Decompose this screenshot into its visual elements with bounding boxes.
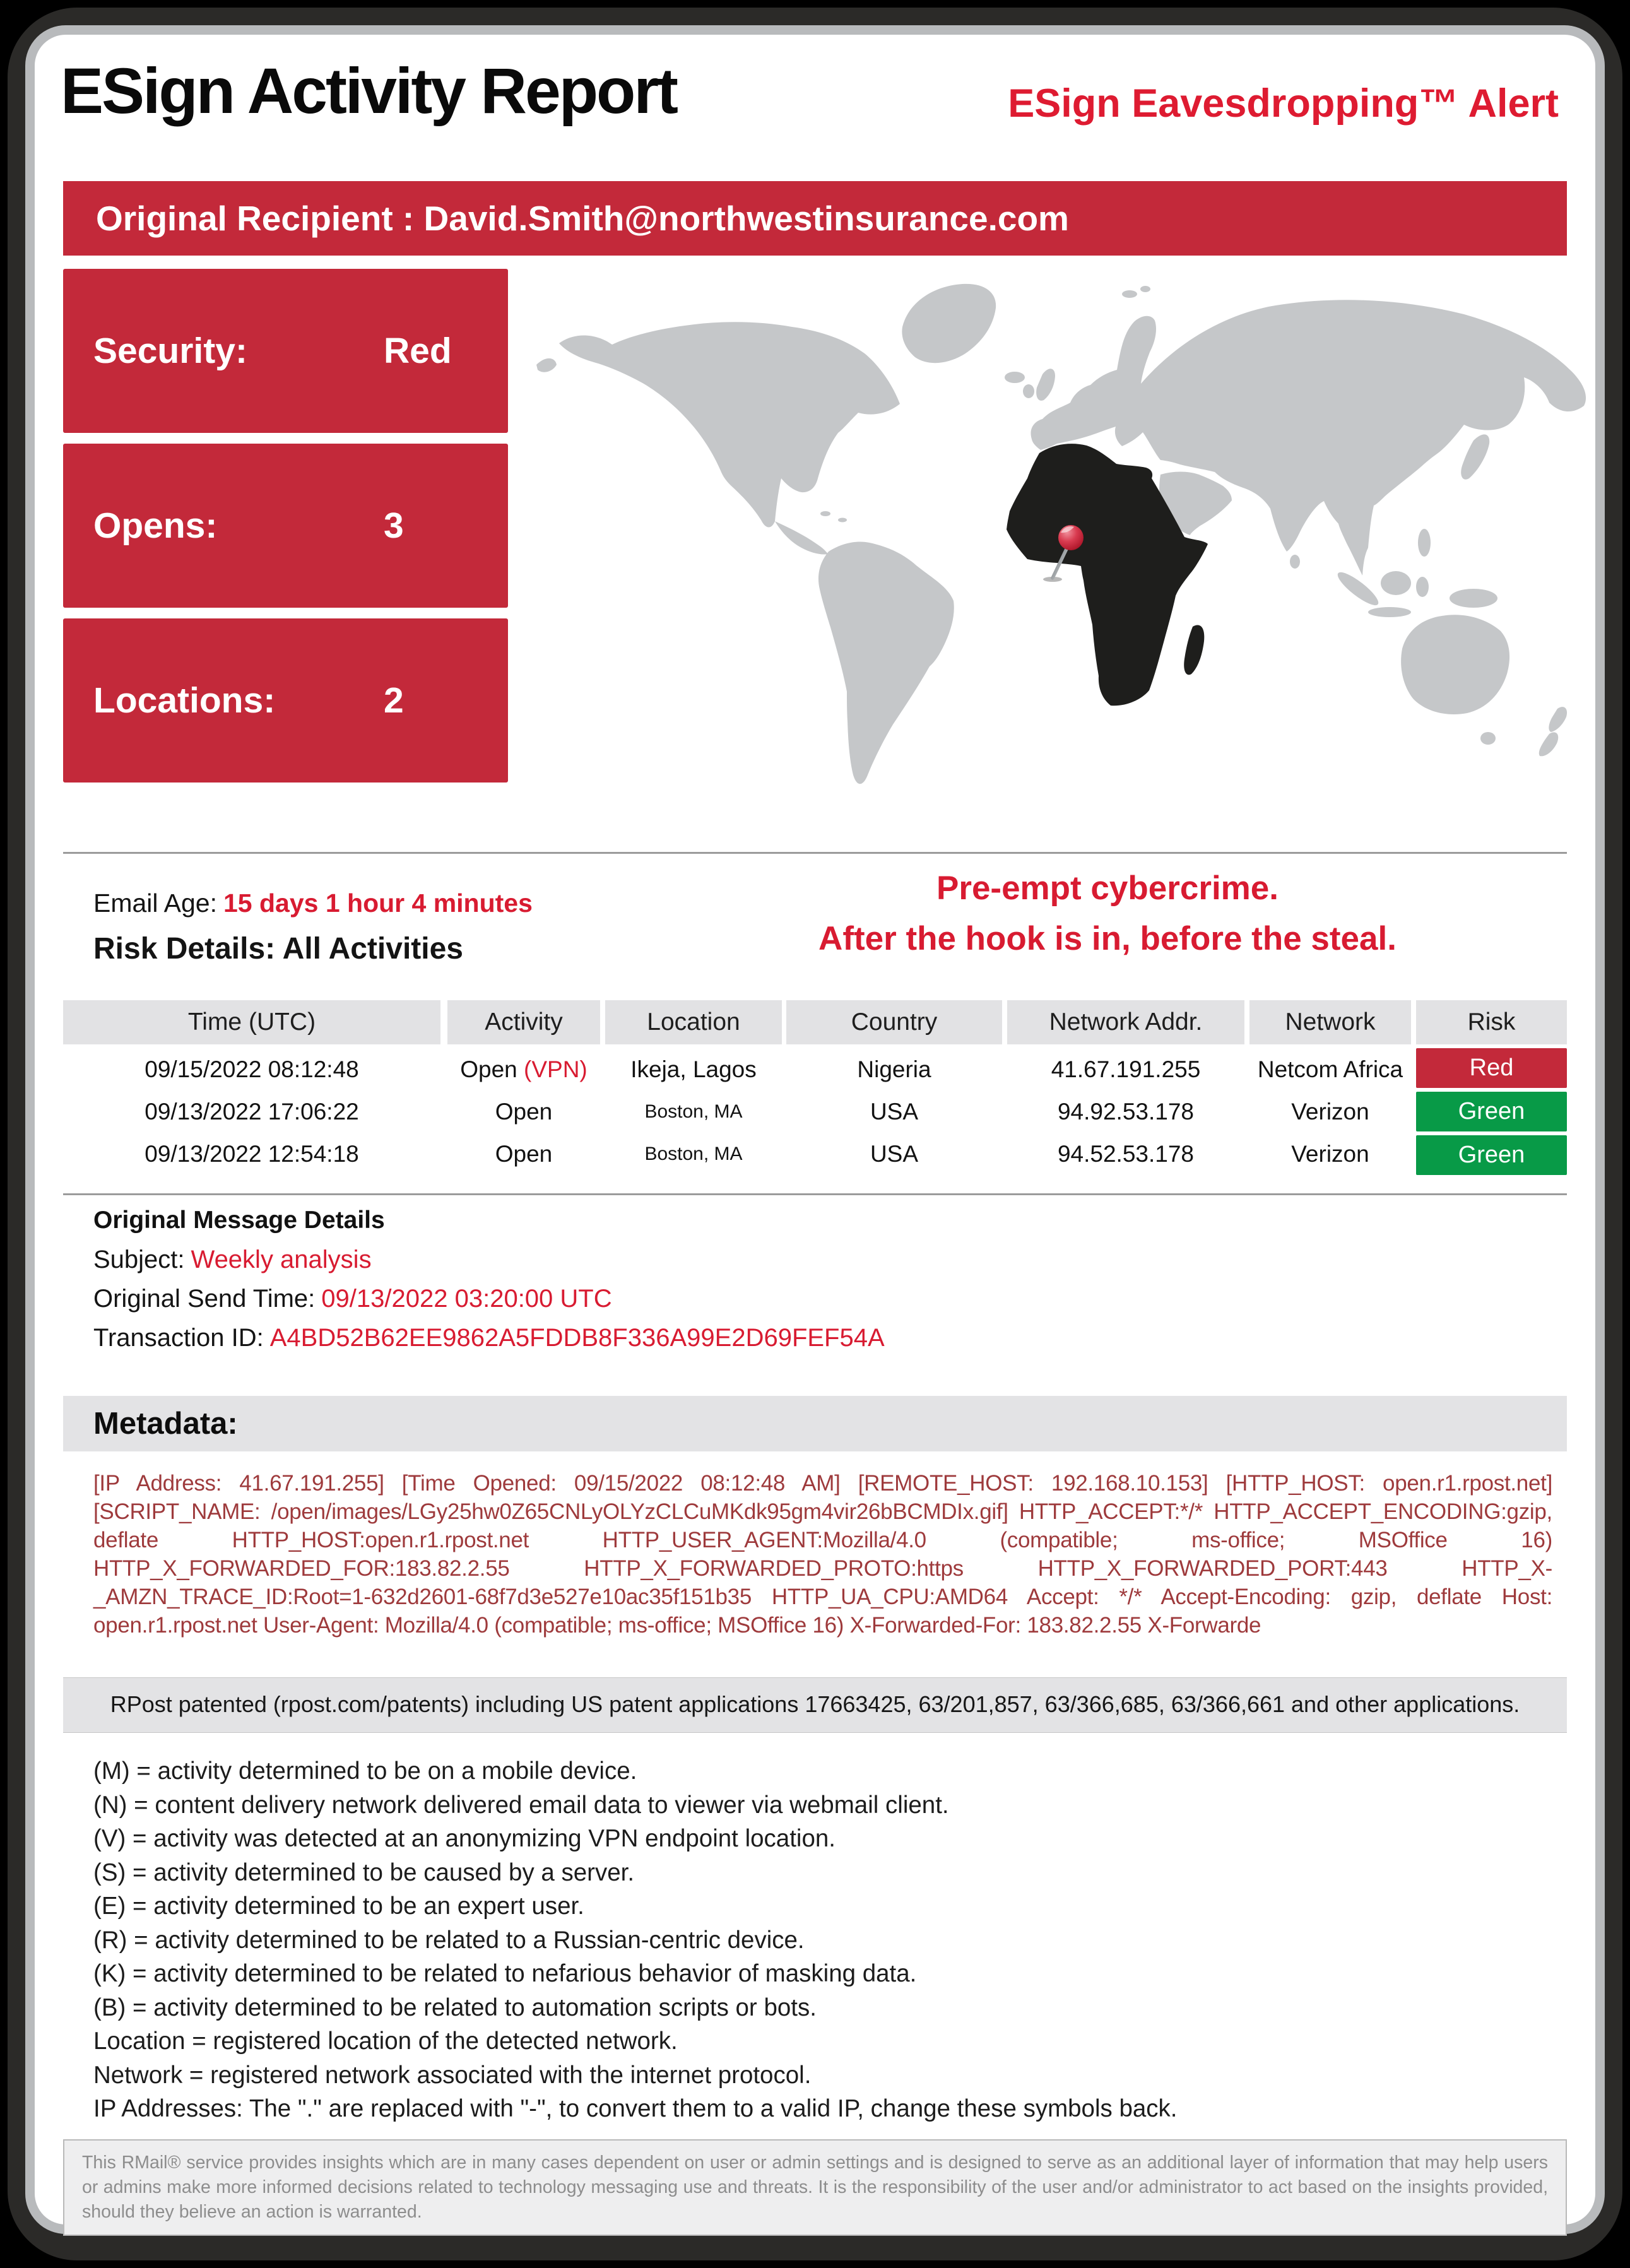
legend-item-ip: IP Addresses: The "." are replaced with "-", to convert them to a valid IP, change these symbols back. — [93, 2095, 1178, 2122]
row3-activity: Open — [495, 1141, 553, 1167]
metadata-body: [IP Address: 41.67.191.255] [Time Opened: 09/15/2022 08:12:48 AM] [REMOTE_HOST: 192.168.10.153] [HTTP_HOST: open.r1.rpost.net] [SCRIPT_NAME: /open/images/LGy25hw0Z65CNLyOLYzCLCuMKdk95gm4vir26bBCMDIx.gif] HTTP_ACCEPT:*/* HTTP_ACCEPT_ENCODING:gzip, deflate HTTP_HOST:open.r1.rpost.net HTTP_USER_AGENT:Mozilla/4.0 (compatible; ms-office; MSOffice 16) HTTP_X_FORWARDED_FOR:183.82.2.55 HTTP_X_FORWARDED_PROTO:https HTTP_X_FORWARDED_PORT:443 HTTP_X-_AMZN_TRACE_ID:Root=1-632d2601-68f7d3e527e10ac35f151b35 HTTP_UA_CPU:AMD64 Accept: */* Accept-Encoding: gzip, deflate Host: open.r1.rpost.net User-Agent: Mozilla/4.0 (compatible; ms-office; MSOffice 16) X-Forwarded-For: 183.82.2.55 X-Forwarde — [93, 1471, 1552, 1638]
locations-label: Locations: — [93, 680, 276, 721]
row1-country: Nigeria — [857, 1056, 931, 1082]
transaction-label: Transaction ID: — [93, 1324, 264, 1352]
opens-value: 3 — [384, 505, 404, 546]
row3-location: Boston, MA — [644, 1143, 743, 1164]
opens-summary-box — [63, 444, 508, 608]
security-label: Security: — [93, 331, 247, 371]
row3-network: Verizon — [1291, 1141, 1369, 1167]
row2-time: 09/13/2022 17:06:22 — [145, 1099, 359, 1125]
row1-networkaddr: 41.67.191.255 — [1051, 1056, 1201, 1082]
metadata-heading: Metadata: — [93, 1407, 238, 1441]
transaction-line — [93, 1324, 885, 1352]
send-time-line — [93, 1285, 612, 1313]
subject-value: Weekly analysis — [191, 1246, 372, 1273]
col-header-location: Location — [605, 1000, 782, 1044]
col-header-risk: Risk — [1416, 1000, 1567, 1044]
row3-risk-badge: Green — [1416, 1135, 1567, 1175]
subject-line — [93, 1246, 372, 1274]
row2-risk-badge: Green — [1416, 1092, 1567, 1131]
row1-activity-text: Open — [460, 1056, 517, 1082]
footer-disclaimer: This RMail® service provides insights which are in many cases dependent on user or admin settings and is designed to serve as an additional layer of information that may help users or admins make more informed decisions related to technology messaging use and threats. It is the responsibility of the user and/or administrator to act based on the insights provided, should they believe an action is warranted. — [63, 2139, 1567, 2236]
col-header-networkaddr: Network Addr. — [1007, 1000, 1244, 1044]
eavesdropping-alert-title: ESign Eavesdropping™ Alert — [1008, 81, 1559, 126]
row1-location: Ikeja, Lagos — [630, 1056, 757, 1082]
row2-location: Boston, MA — [644, 1101, 743, 1122]
row1-risk-badge: Red — [1416, 1048, 1567, 1088]
security-summary-box — [63, 269, 508, 433]
subject-label: Subject: — [93, 1246, 185, 1273]
row3-country: USA — [870, 1141, 919, 1167]
metadata-header-bar — [63, 1396, 1567, 1451]
send-time-label: Original Send Time: — [93, 1285, 316, 1313]
legend-list — [93, 1754, 1177, 2126]
legend-item-location: Location = registered location of the detected network. — [93, 2028, 678, 2055]
divider-middle — [63, 1193, 1567, 1195]
legend-item-e: (E) = activity determined to be an expert user. — [93, 1893, 584, 1920]
legend-item-m: (M) = activity determined to be on a mobile device. — [93, 1757, 637, 1785]
col-header-country: Country — [786, 1000, 1002, 1044]
legend-item-network: Network = registered network associated with the internet protocol. — [93, 2061, 812, 2089]
row2-networkaddr: 94.92.53.178 — [1057, 1099, 1195, 1125]
row2-network: Verizon — [1291, 1099, 1369, 1125]
send-time-value: 09/13/2022 03:20:00 UTC — [321, 1285, 612, 1313]
col-header-activity: Activity — [447, 1000, 600, 1044]
email-age-value: 15 days 1 hour 4 minutes — [223, 889, 533, 918]
legend-item-k: (K) = activity determined to be related to nefarious behavior of masking data. — [93, 1960, 917, 1987]
legend-item-v: (V) = activity was detected at an anonymizing VPN endpoint location. — [93, 1825, 836, 1852]
world-map — [524, 270, 1590, 801]
row1-vpn-flag: (VPN) — [524, 1056, 588, 1082]
row1-time: 09/15/2022 08:12:48 — [145, 1056, 359, 1082]
locations-summary-box — [63, 618, 508, 783]
patent-notice-text: RPost patented (rpost.com/patents) including US patent applications 17663425, 63/201,857, 63/366,685, 63/366,661 and other applications. — [110, 1691, 1520, 1717]
patent-notice-bar — [63, 1677, 1567, 1733]
locations-value: 2 — [384, 680, 404, 721]
legend-item-s: (S) = activity determined to be caused by a server. — [93, 1858, 635, 1886]
row2-activity: Open — [495, 1099, 553, 1125]
opens-label: Opens: — [93, 505, 218, 546]
divider-top — [63, 852, 1567, 854]
risk-details-heading: Risk Details: All Activities — [93, 932, 463, 966]
page-title: ESign Activity Report — [61, 55, 677, 127]
transaction-value: A4BD52B62EE9862A5FDDB8F336A99E2D69FEF54A — [269, 1324, 885, 1352]
slogan — [729, 863, 1486, 964]
message-details-heading: Original Message Details — [93, 1207, 385, 1234]
legend-item-n: (N) = content delivery network delivered email data to viewer via webmail client. — [93, 1791, 949, 1819]
legend-item-r: (R) = activity determined to be related to a Russian-centric device. — [93, 1926, 805, 1954]
email-age-label: Email Age: — [93, 889, 217, 918]
slogan-line2: After the hook is in, before the steal. — [818, 920, 1397, 957]
email-age-line — [93, 889, 533, 918]
col-header-time: Time (UTC) — [63, 1000, 440, 1044]
slogan-line1: Pre-empt cybercrime. — [936, 870, 1279, 907]
legend-item-b: (B) = activity determined to be related to automation scripts or bots. — [93, 1993, 817, 2021]
recipient-banner — [63, 181, 1567, 256]
row3-time: 09/13/2022 12:54:18 — [145, 1141, 359, 1167]
security-value: Red — [384, 331, 452, 371]
recipient-banner-text: Original Recipient : David.Smith@northwestinsurance.com — [96, 199, 1069, 238]
row1-network: Netcom Africa — [1257, 1056, 1403, 1082]
row1-activity — [447, 1049, 600, 1090]
row2-country: USA — [870, 1099, 919, 1125]
col-header-network: Network — [1249, 1000, 1411, 1044]
row3-networkaddr: 94.52.53.178 — [1057, 1141, 1195, 1167]
